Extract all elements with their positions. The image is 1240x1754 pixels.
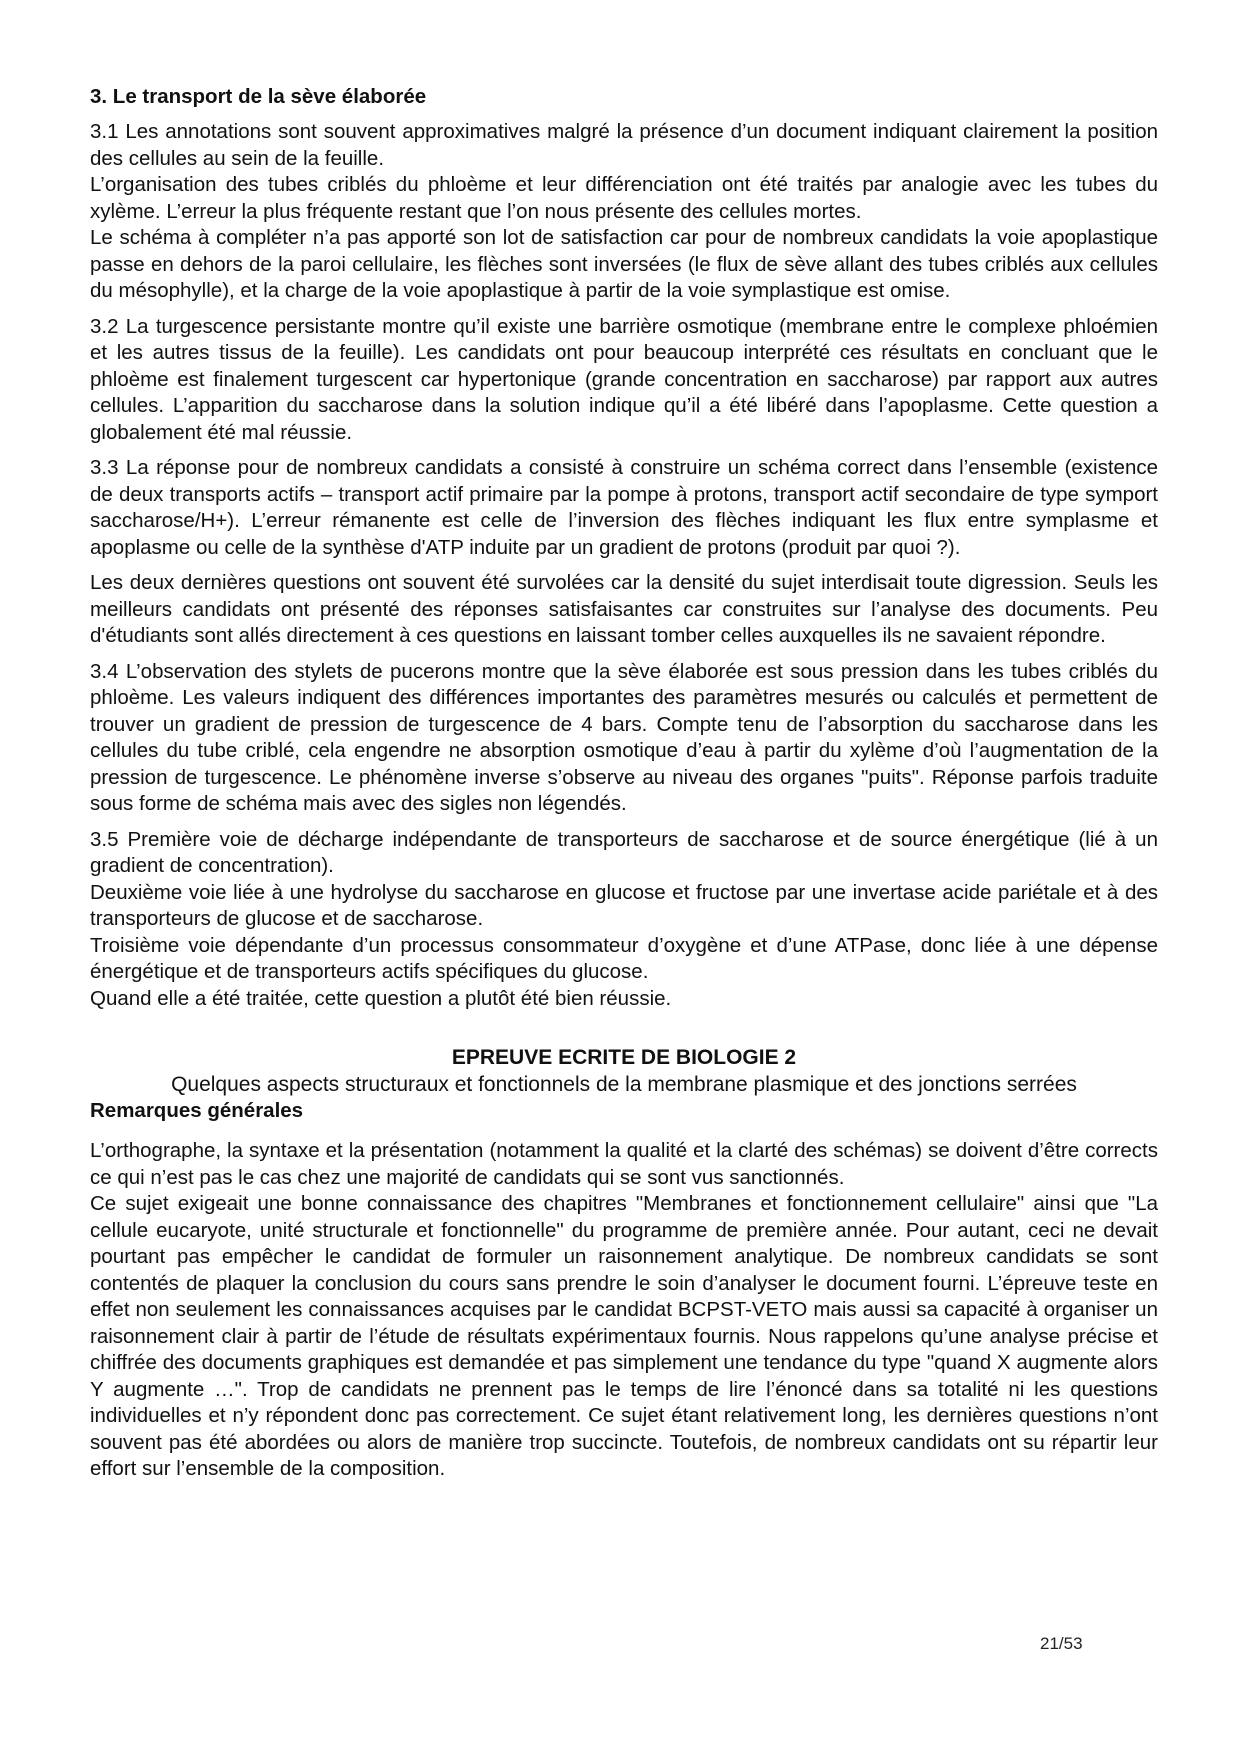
paragraph-line: Deuxième voie liée à une hydrolyse du saccharose en glucose et fructose par une invertase acide pariétale et à des transporteurs de glucose et de saccharose. bbox=[90, 880, 1158, 930]
paragraph-3-2: 3.2 La turgescence persistante montre qu’il existe une barrière osmotique (membrane entre le complexe phloémien et les autres tissus de la feuille). Les candidats ont pour beaucoup interprété ces résultats en concluant que le phloème est finalement turgescent car hypertonique (grande concentration en saccharose) par rapport aux autres cellules. L’apparition du saccharose dans la solution indique qu’il a été libéré dans l’apoplasme. Cette question a globalement été mal réussie. bbox=[90, 314, 1158, 444]
epreuve-subtitle: Quelques aspects structuraux et fonctionnels de la membrane plasmique et des jonctions serrées bbox=[171, 1073, 1077, 1096]
paragraph-line: Le schéma à compléter n’a pas apporté son lot de satisfaction car pour de nombreux candidats la voie apoplastique passe en dehors de la paroi cellulaire, les flèches sont inversées (le flux de sève allant des tubes criblés aux cellules du mésophylle), et la charge de la voie apoplastique à partir de la voie symplastique est omise. bbox=[90, 226, 1158, 302]
remarques-paragraph-2: Ce sujet exigeait une bonne connaissance des chapitres "Membranes et fonctionnement cellulaire" ainsi que "La cellule eucaryote, unité structurale et fonctionnelle" du programme de première année. Pour autant, ceci ne devait pourtant pas empêcher le candidat de formuler un raisonnement analytique. De nombreux candidats se sont contentés de plaquer la conclusion du cours sans prendre le soin d’analyser le document fourni. L’épreuve teste en effet non seulement les connaissances acquises par le candidat BCPST-VETO mais aussi sa capacité à organiser un raisonnement clair à partir de l’étude de résultats expérimentaux fournis. Nous rappelons qu’une analyse précise et chiffrée des documents graphiques est demandée et pas simplement une tendance du type "quand X augmente alors Y augmente …". Trop de candidats ne prennent pas le temps de lire l’énoncé dans sa totalité ni les questions individuelles et n’y répondent donc pas correctement. Ce sujet étant relativement long, les dernières questions n’ont souvent pas été abordées ou alors de manière trop succincte. Toutefois, de nombreux candidats ont su répartir leur effort sur l’ensemble de la composition. bbox=[90, 1192, 1158, 1480]
epreuve-header bbox=[90, 1044, 1158, 1098]
remarques-heading: Remarques générales bbox=[90, 1099, 304, 1122]
section-title: 3. Le transport de la sève élaborée bbox=[90, 85, 427, 108]
paragraph-3-1 bbox=[90, 119, 1158, 305]
remarques-paragraph-1: L’orthographe, la syntaxe et la présentation (notamment la qualité et la clarté des schémas) se doivent d’être corrects ce qui n’est pas le cas chez une majorité de candidats qui se sont vus sanctionnés. bbox=[90, 1139, 1158, 1189]
paragraph-3-3: 3.3 La réponse pour de nombreux candidats a consisté à construire un schéma correct dans l’ensemble (existence de deux transports actifs – transport actif primaire par la pompe à protons, transport actif secondaire de type symport saccharose/H+). L’erreur rémanente est celle de l’inversion des flèches indiquant les flux entre symplasme et apoplasme ou celle de la synthèse d'ATP induite par un gradient de protons (produit par quoi ?). bbox=[90, 456, 1158, 559]
paragraph-3-4: 3.4 L’observation des stylets de pucerons montre que la sève élaborée est sous pression dans les tubes criblés du phloème. Les valeurs indiquent des différences importantes des paramètres mesurés ou calculés et permettent de trouver un gradient de pression de turgescence de 4 bars. Compte tenu de l’absorption du saccharose dans les cellules du tube criblé, cela engendre ne absorption osmotique d’eau à partir du xylème d’où l’augmentation de la pression de turgescence. Le phénomène inverse s’observe au niveau des organes "puits". Réponse parfois traduite sous forme de schéma mais avec des sigles non légendés. bbox=[90, 659, 1158, 815]
paragraph-line: L’organisation des tubes criblés du phloème et leur différenciation ont été traités par analogie avec les tubes du xylème. L’erreur la plus fréquente restant que l’on nous présente des cellules mortes. bbox=[90, 173, 1158, 223]
paragraph-3-5 bbox=[90, 827, 1158, 1013]
epreuve-title: EPREUVE ECRITE DE BIOLOGIE 2 bbox=[451, 1046, 797, 1069]
paragraph-line: 3.1 Les annotations sont souvent approximatives malgré la présence d’un document indiquant clairement la position des cellules au sein de la feuille. bbox=[90, 120, 1158, 170]
paragraph-deux-dernieres: Les deux dernières questions ont souvent été survolées car la densité du sujet interdisait toute digression. Seuls les meilleurs candidats ont présenté des réponses satisfaisantes car construites sur l’analyse des documents. Peu d'étudiants sont allés directement à ces questions en laissant tomber celles auxquelles ils ne savaient répondre. bbox=[90, 571, 1158, 647]
paragraph-line: Quand elle a été traitée, cette question a plutôt été bien réussie. bbox=[90, 986, 672, 1010]
paragraph-line: 3.5 Première voie de décharge indépendante de transporteurs de saccharose et de source énergétique (lié à un gradient de concentration). bbox=[90, 827, 1158, 877]
document-page bbox=[90, 84, 1158, 1483]
paragraph-line: Troisième voie dépendante d’un processus consommateur d’oxygène et d’une ATPase, donc liée à une dépense énergétique et de transporteurs actifs spécifiques du glucose. bbox=[90, 933, 1158, 983]
page-number: 21/53 bbox=[1040, 1634, 1083, 1653]
